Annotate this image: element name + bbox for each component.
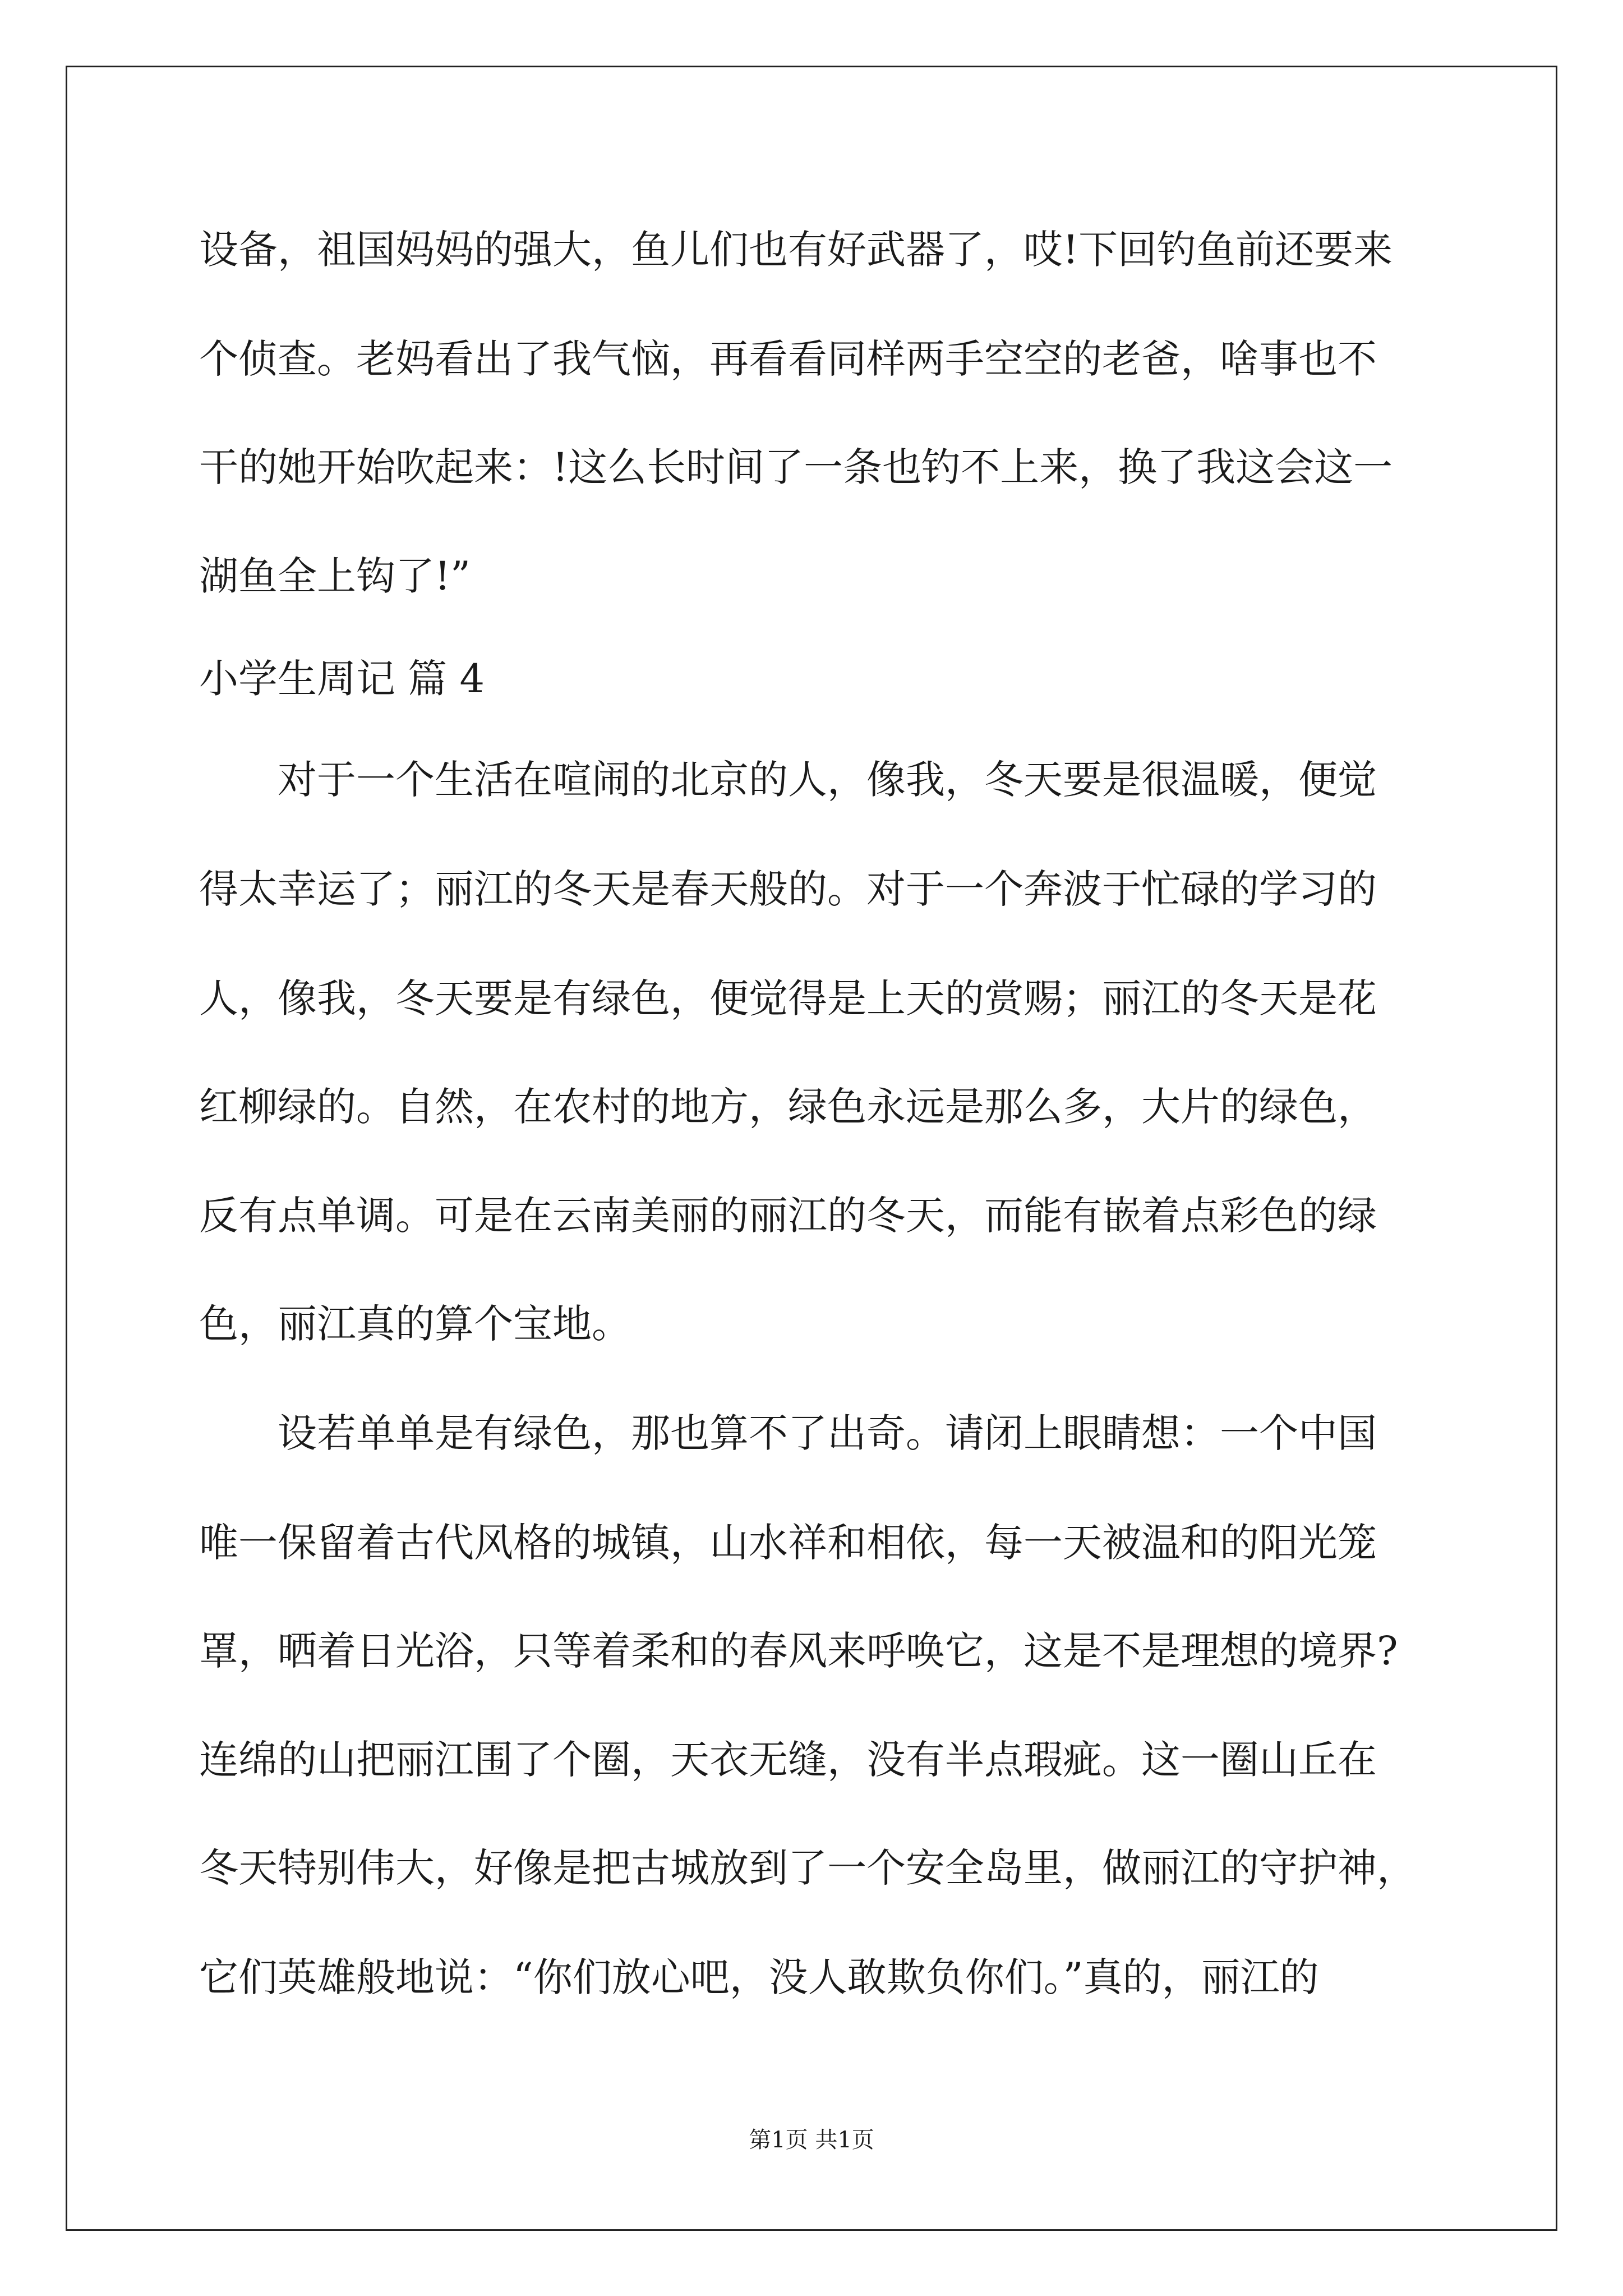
- text-line: 干的她开始吹起来：!这么长时间了一条也钓不上来，换了我这会这一: [199, 444, 1393, 490]
- text-line: 人，像我，冬天要是有绿色，便觉得是上天的赏赐；丽江的冬天是花: [199, 976, 1377, 1022]
- text-line: 湖鱼全上钩了!”: [199, 553, 471, 599]
- text-line: 色，丽江真的算个宝地。: [199, 1301, 631, 1347]
- text-line: 冬天特别伟大，好像是把古城放到了一个安全岛里，做丽江的守护神，: [199, 1845, 1416, 1891]
- text-line: 红柳绿的。自然，在农村的地方，绿色永远是那么多，大片的绿色，: [199, 1084, 1377, 1130]
- text-line: 个侦查。老妈看出了我气恼，再看看同样两手空空的老爸，啥事也不: [199, 336, 1377, 382]
- text-line: 设若单单是有绿色，那也算不了出奇。请闭上眼睛想：一个中国: [278, 1410, 1377, 1456]
- text-line: 对于一个生活在喧闹的北京的人，像我，冬天要是很温暖，便觉: [278, 757, 1377, 803]
- text-line: 设备，祖国妈妈的强大，鱼儿们也有好武器了，哎!下回钓鱼前还要来: [199, 227, 1393, 273]
- text-line: 得太幸运了；丽江的冬天是春天般的。对于一个奔波于忙碌的学习的: [199, 866, 1377, 912]
- text-line: 它们英雄般地说：“你们放心吧，没人敢欺负你们。”真的，丽江的: [199, 1954, 1319, 2000]
- text-line: 连绵的山把丽江围了个圈，天衣无缝，没有半点瑕疵。这一圈山丘在: [199, 1737, 1377, 1783]
- text-line: 反有点单调。可是在云南美丽的丽江的冬天，而能有嵌着点彩色的绿: [199, 1193, 1377, 1239]
- text-line: 罩，晒着日光浴，只等着柔和的春风来呼唤它，这是不是理想的境界?: [199, 1628, 1398, 1674]
- text-line: 唯一保留着古代风格的城镇，山水祥和相依，每一天被温和的阳光笼: [199, 1520, 1377, 1566]
- page-footer: 第1页 共1页: [749, 2127, 874, 2153]
- section-heading: 小学生周记 篇 4: [199, 656, 485, 702]
- page-border: [66, 66, 1557, 2231]
